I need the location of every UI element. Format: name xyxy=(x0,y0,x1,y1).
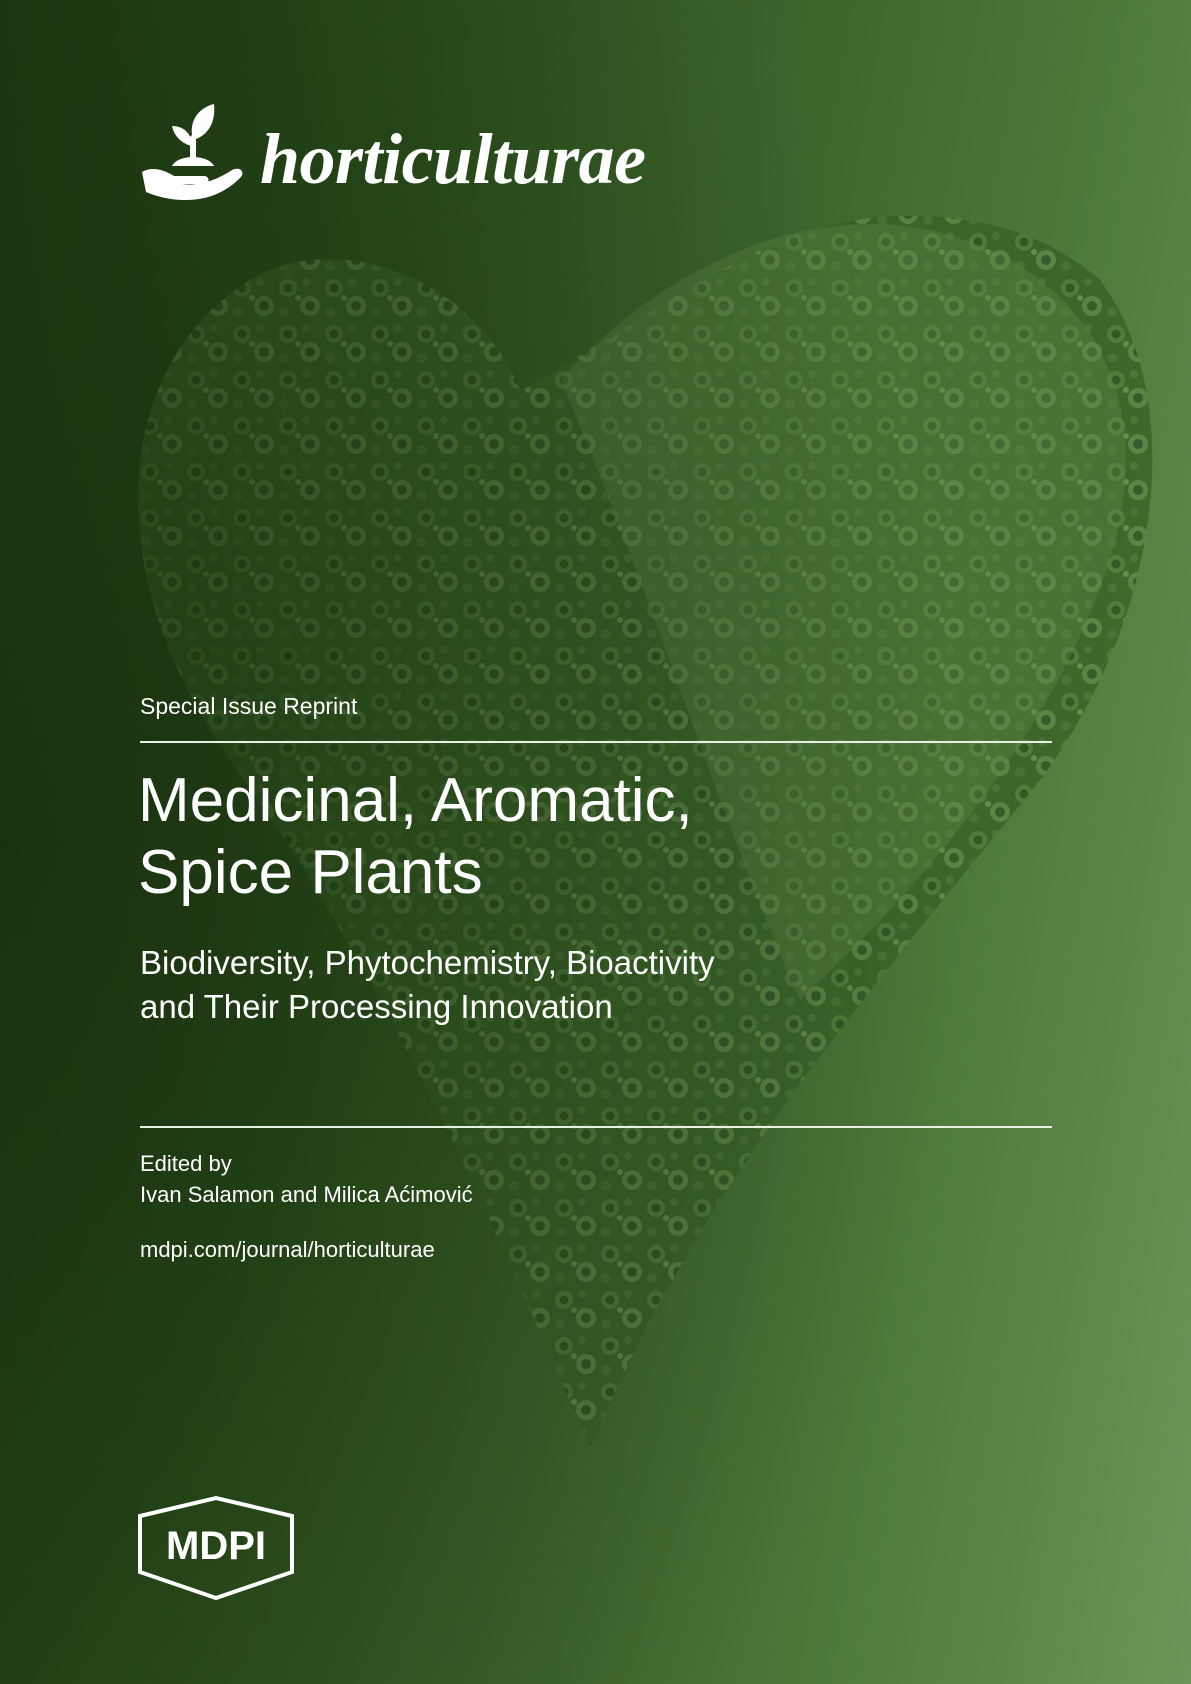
hand-with-sprout-icon xyxy=(138,100,248,210)
divider-bottom xyxy=(140,1126,1052,1128)
divider-top xyxy=(140,741,1052,743)
journal-name: horticulturae xyxy=(260,118,646,199)
title-line-2: Spice Plants xyxy=(138,838,483,907)
special-issue-label: Special Issue Reprint xyxy=(140,693,358,719)
book-subtitle xyxy=(140,941,1040,1029)
subtitle-line-2: and Their Processing Innovation xyxy=(140,988,613,1025)
edited-by-label: Edited by xyxy=(140,1151,232,1176)
editor-names: Ivan Salamon and Milica Aćimović xyxy=(140,1182,473,1207)
subtitle-line-1: Biodiversity, Phytochemistry, Bioactivity xyxy=(140,944,715,981)
mdpi-logo-text: MDPI xyxy=(166,1524,266,1568)
editors-block xyxy=(140,1148,473,1210)
book-title xyxy=(138,765,1038,909)
journal-url[interactable]: mdpi.com/journal/horticulturae xyxy=(140,1237,435,1262)
title-line-1: Medicinal, Aromatic, xyxy=(138,766,693,835)
journal-logo xyxy=(138,100,646,210)
mdpi-hexagon-logo xyxy=(136,1494,296,1604)
